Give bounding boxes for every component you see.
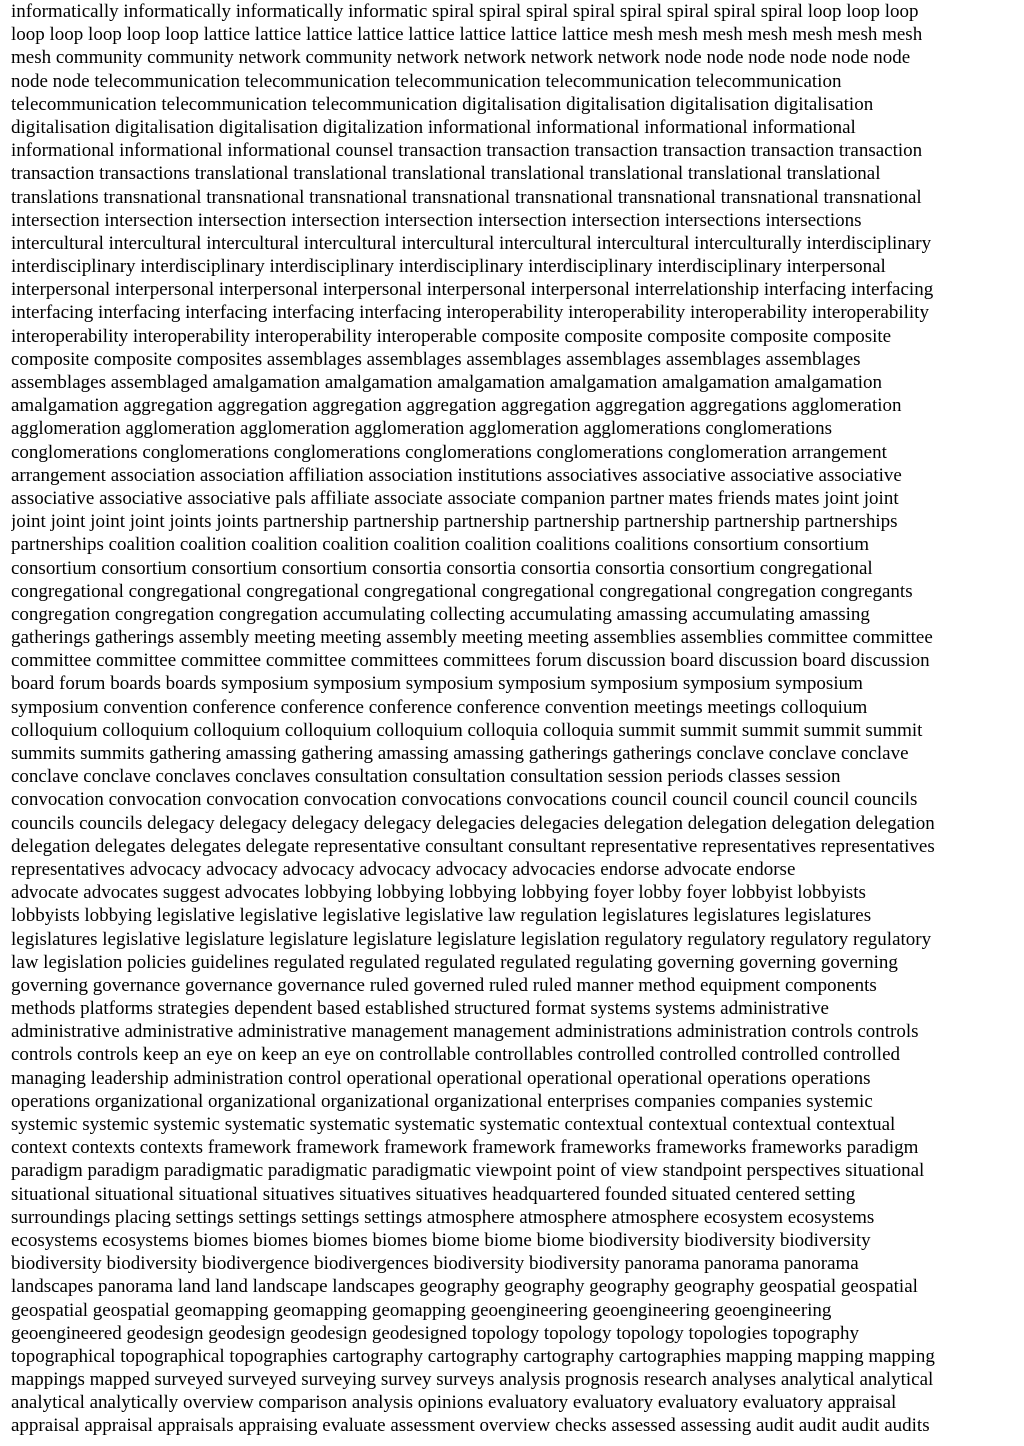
text-line: digitalisation digitalisation digitalisation digitalization informational informational informational informational	[11, 116, 856, 138]
text-line: transaction transactions translational translational translational translational translational translational translational	[11, 163, 881, 185]
text-line: colloquium colloquium colloquium colloquium colloquium colloquia colloquia summit summit summit summit summit	[11, 719, 923, 741]
text-line: administrative administrative administrative management management administrations administration controls controls	[11, 1021, 919, 1043]
text-line: composite composite composites assemblages assemblages assemblages assemblages assemblages assemblages	[11, 348, 861, 370]
text-line: interdisciplinary interdisciplinary interdisciplinary interdisciplinary interdisciplinary interdisciplinary interpersonal	[11, 256, 886, 278]
text-line: landscapes panorama land land landscape landscapes geography geography geography geography geospatial geospatial	[11, 1276, 918, 1298]
text-line: representatives advocacy advocacy advocacy advocacy advocacy advocacies endorse advocate endorse	[11, 858, 796, 880]
text-line: translations transnational transnational transnational transnational transnational transnational transnational transnational	[11, 186, 922, 208]
text-line: conglomerations conglomerations conglomerations conglomerations conglomerations conglomeration arrangement	[11, 441, 887, 463]
text-line: surroundings placing settings settings settings settings atmosphere atmosphere atmosphere ecosystem ecosystems	[11, 1206, 875, 1228]
text-line: mappings mapped surveyed surveyed surveying survey surveys analysis prognosis research analyses analytical analytical	[11, 1369, 934, 1391]
text-line: methods platforms strategies dependent based established structured format systems systems administrative	[11, 998, 829, 1020]
text-line: intersection intersection intersection intersection intersection intersection intersection intersections intersections	[11, 209, 862, 231]
text-line: congregation congregation congregation accumulating collecting accumulating amassing accumulating amassing	[11, 603, 870, 625]
text-line: partnerships coalition coalition coalition coalition coalition coalition coalitions coalitions consortium consortium	[11, 534, 869, 556]
text-line: intercultural intercultural intercultural intercultural intercultural intercultural intercultural interculturally interdisciplinary	[11, 232, 932, 254]
text-line: lobbyists lobbying legislative legislative legislative legislative law regulation legislatures legislatures legislatures	[11, 905, 872, 927]
text-line: assemblages assemblaged amalgamation amalgamation amalgamation amalgamation amalgamation amalgamation	[11, 372, 883, 393]
text-line: analytical analytically overview comparison analysis opinions evaluatory evaluatory evaluatory evaluatory appraisal	[11, 1392, 897, 1414]
text-line: biodiversity biodiversity biodivergence biodivergences biodiversity biodiversity panorama panorama panorama	[11, 1253, 859, 1275]
text-line: geoengineered geodesign geodesign geodesign geodesigned topology topology topology topologies topography	[11, 1322, 859, 1344]
text-line: interpersonal interpersonal interpersonal interpersonal interpersonal interpersonal interrelationship interfacing interfacing	[11, 279, 934, 301]
text-line: telecommunication telecommunication telecommunication digitalisation digitalisation digitalisation digitalisation	[11, 93, 874, 115]
text-line: agglomeration agglomeration agglomeration agglomeration agglomeration agglomerations conglomerations	[11, 418, 832, 440]
text-line: conclave conclave conclaves conclaves consultation consultation consultation session periods classes session	[11, 766, 841, 788]
text-line: consortium consortium consortium consortium consortia consortia consortia consortia consortium congregational	[11, 557, 873, 579]
text-line: legislatures legislative legislature legislature legislature legislature legislation regulatory regulatory regulatory regulatory	[11, 928, 932, 950]
text-line: loop loop loop loop loop lattice lattice lattice lattice lattice lattice lattice lattice mesh mesh mesh mesh mesh mesh mesh	[11, 24, 923, 46]
text-line: managing leadership administration control operational operational operational operational operations operations	[11, 1067, 871, 1089]
text-line: geospatial geospatial geomapping geomapping geomapping geoengineering geoengineering geoengineering	[11, 1299, 832, 1321]
text-line: amalgamation aggregation aggregation aggregation aggregation aggregation aggregation aggregations agglomeration	[11, 395, 902, 417]
text-line: situational situational situational situatives situatives situatives headquartered founded situated centered setting	[11, 1183, 856, 1205]
text-line: summits summits gathering amassing gathering amassing amassing gatherings gatherings conclave conclave conclave	[11, 743, 909, 764]
text-line: ecosystems ecosystems biomes biomes biomes biomes biome biome biome biodiversity biodiversity biodiversity	[11, 1229, 871, 1251]
text-line: informational informational informational counsel transaction transaction transaction transaction transaction transaction	[11, 140, 923, 162]
text-line: committee committee committee committee committees committees forum discussion board discussion board discussion	[11, 650, 930, 672]
text-line: convocation convocation convocation convocation convocations convocations council council council council councils	[11, 789, 918, 811]
text-line: gatherings gatherings assembly meeting meeting assembly meeting meeting assemblies assemblies committee committee	[11, 627, 933, 649]
text-line: associative associative associative pals affiliate associate associate companion partner mates friends mates joint joint	[11, 487, 899, 509]
text-line: appraisal appraisal appraisals appraising evaluate assessment overview checks assessed assessing audit audit audit audits	[11, 1415, 930, 1437]
text-line: paradigm paradigm paradigmatic paradigmatic paradigmatic viewpoint point of view standpoint perspectives situational	[11, 1160, 925, 1182]
text-line: interfacing interfacing interfacing interfacing interfacing interoperability interoperability interoperability interoperability	[11, 302, 929, 324]
text-line: context contexts contexts framework framework framework framework frameworks frameworks frameworks paradigm	[11, 1137, 919, 1159]
text-line: law legislation policies guidelines regulated regulated regulated regulated regulating governing governing governing	[11, 951, 898, 973]
text-line: board forum boards boards symposium symposium symposium symposium symposium symposium symposium	[11, 673, 863, 695]
text-line: congregational congregational congregational congregational congregational congregational congregation congregants	[11, 580, 913, 602]
text-line: advocate advocates suggest advocates lobbying lobbying lobbying lobbying foyer lobby foyer lobbyist lobbyists	[11, 882, 866, 904]
text-line: symposium convention conference conference conference conference convention meetings meetings colloquium	[11, 696, 868, 718]
text-line: systemic systemic systemic systematic systematic systematic systematic contextual contextual contextual contextual	[11, 1114, 896, 1135]
text-line: topographical topographical topographies cartography cartography cartography cartographies mapping mapping mapping	[11, 1345, 935, 1367]
text-line: arrangement association association affiliation association institutions associatives associative associative associative	[11, 464, 902, 486]
text-line: joint joint joint joint joints joints partnership partnership partnership partnership partnership partnership partnerships	[11, 511, 898, 533]
text-line: delegation delegates delegates delegate representative consultant consultant representative representatives representatives	[11, 835, 935, 857]
text-line: governing governance governance governance ruled governed ruled ruled manner method equipment components	[11, 974, 877, 996]
text-line: node node telecommunication telecommunication telecommunication telecommunication telecommunication	[11, 70, 842, 92]
text-line: operations organizational organizational organizational organizational enterprises companies companies systemic	[11, 1090, 873, 1112]
text-line: informatically informatically informatically informatic spiral spiral spiral spiral spiral spiral spiral spiral loop loop loop	[11, 1, 919, 22]
text-line: controls controls keep an eye on keep an eye on controllable controllables controlled controlled controlled controlled	[11, 1044, 901, 1066]
text-line: mesh community community network community network network network network node node node node node node	[11, 47, 911, 69]
text-line: councils councils delegacy delegacy delegacy delegacy delegacies delegacies delegation delegation delegation delegation	[11, 812, 935, 834]
text-line: interoperability interoperability interoperability interoperable composite composite composite composite composite	[11, 325, 892, 347]
